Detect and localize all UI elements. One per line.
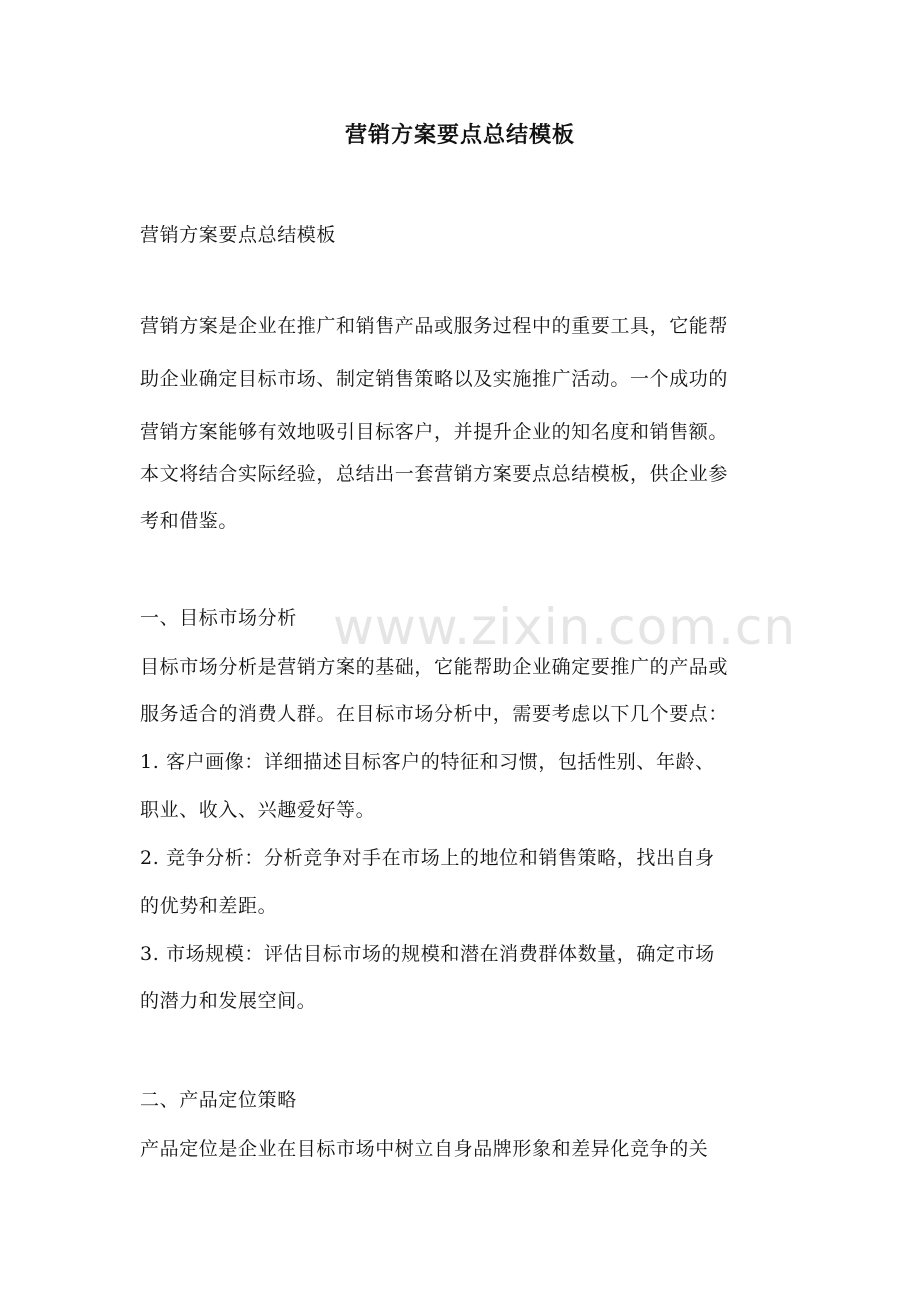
subtitle: 营销方案要点总结模板 xyxy=(140,224,337,246)
intro-line: 营销方案是企业在推广和销售产品或服务过程中的重要工具，它能帮 xyxy=(140,315,729,337)
section2-line: 产品定位是企业在目标市场中树立自身品牌形象和差异化竞争的关 xyxy=(140,1138,709,1160)
section1-line: 职业、收入、兴趣爱好等。 xyxy=(140,799,376,821)
section1-heading: 一、目标市场分析 xyxy=(140,607,297,629)
section2-heading: 二、产品定位策略 xyxy=(140,1089,297,1111)
intro-line: 助企业确定目标市场、制定销售策略以及实施推广活动。一个成功的 xyxy=(140,368,729,390)
intro-line: 营销方案能够有效地吸引目标客户，并提升企业的知名度和销售额。 xyxy=(140,421,729,443)
section1-line: 的优势和差距。 xyxy=(140,895,278,917)
section1-line: 服务适合的消费人群。在目标市场分析中，需要考虑以下几个要点： xyxy=(140,703,729,725)
section1-line: 的潜力和发展空间。 xyxy=(140,990,317,1012)
intro-line: 考和借鉴。 xyxy=(140,510,239,532)
intro-line: 本文将结合实际经验，总结出一套营销方案要点总结模板，供企业参 xyxy=(140,463,729,485)
section1-line: 1. 客户画像：详细描述目标客户的特征和习惯，包括性别、年龄、 xyxy=(140,751,715,773)
document-title: 营销方案要点总结模板 xyxy=(344,122,575,148)
watermark: www.zixin.com.cn xyxy=(333,598,797,656)
section1-line: 目标市场分析是营销方案的基础，它能帮助企业确定要推广的产品或 xyxy=(140,656,729,678)
section1-line: 3. 市场规模：评估目标市场的规模和潜在消费群体数量，确定市场 xyxy=(140,943,715,965)
section1-line: 2. 竞争分析：分析竞争对手在市场上的地位和销售策略，找出自身 xyxy=(140,847,715,869)
